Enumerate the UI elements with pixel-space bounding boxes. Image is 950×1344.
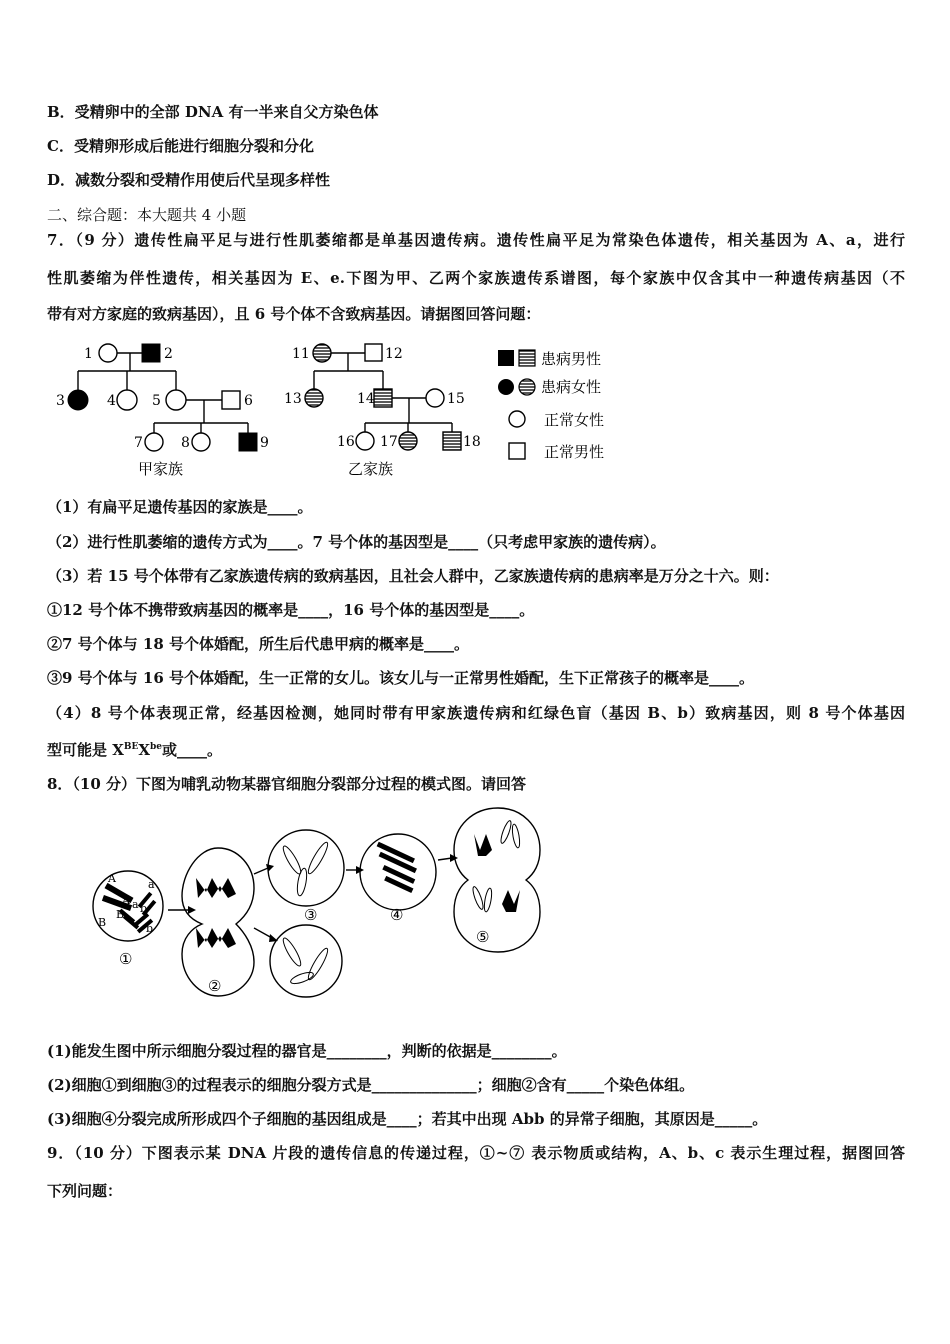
- id-label: 5: [152, 393, 161, 409]
- id-label: 2: [164, 346, 173, 362]
- q7-p3-2: ②7 号个体与 18 号个体婚配，所生后代患甲病的概率是____。: [47, 635, 469, 653]
- q9-line2: 下列问题：: [47, 1182, 123, 1200]
- q8-line1: 8．（10 分）下图为哺乳动物某器官细胞分裂部分过程的模式图。请回答: [47, 775, 527, 793]
- q9-line1: 9．（10 分）下图表示某 DNA 片段的遗传信息的传递过程，①~⑦ 表示物质或结构，A、b、c 表示生理过程，据图回答: [47, 1144, 905, 1162]
- q8-p2: (2)细胞①到细胞③的过程表示的细胞分裂方式是______________；细胞②含有_____个染色体组。: [47, 1076, 695, 1094]
- individual-7: [145, 433, 163, 451]
- chromosome-label: A: [108, 872, 116, 885]
- id-label: 18: [463, 434, 481, 450]
- individual-9: [239, 433, 257, 451]
- id-label: 17: [380, 434, 398, 450]
- individual-2: [142, 344, 160, 362]
- q7-p4-line2: 型可能是 $X^{BE}X^{be}$或____。: [47, 741, 223, 759]
- individual-13: [305, 389, 323, 407]
- legend-affected-female: 患病女性: [541, 378, 602, 396]
- legend-normal-female: 正常女性: [544, 411, 605, 429]
- q7-line2: 性肌萎缩为伴性遗传，相关基因为 E、e.下图为甲、乙两个家族遗传系谱图，每个家族中仅含其中一种遗传病基因（不: [47, 269, 905, 287]
- id-label: 11: [292, 346, 310, 362]
- id-label: 14: [357, 391, 375, 407]
- id-label: 12: [385, 346, 403, 362]
- id-label: 8: [181, 435, 190, 451]
- cell-label-1: ①: [119, 950, 133, 968]
- cell-label-4: ④: [390, 906, 404, 924]
- id-label: 7: [134, 435, 143, 451]
- chromosome-label: B: [98, 916, 107, 929]
- q7-p3-1: ①12 号个体不携带致病基因的概率是____，16 号个体的基因型是____。: [47, 601, 535, 619]
- individual-3: [68, 390, 88, 410]
- individual-17: [399, 432, 417, 450]
- individual-15: [426, 389, 444, 407]
- cell-label-3: ③: [304, 906, 318, 924]
- individual-1: [99, 344, 117, 362]
- individual-18: [443, 432, 461, 450]
- chromosome-label: b: [140, 902, 148, 915]
- cell-division-figure: [88, 800, 548, 1002]
- cell-label-2: ②: [208, 977, 222, 995]
- chromosome-label: A: [122, 894, 130, 907]
- individual-11: [313, 344, 331, 362]
- id-label: 3: [56, 393, 65, 409]
- legend-normal-male: 正常男性: [544, 443, 605, 461]
- id-label: 1: [84, 346, 93, 362]
- q7-p2: （2）进行性肌萎缩的遗传方式为____。7 号个体的基因型是____（只考虑甲家族的遗传病）。: [47, 533, 666, 551]
- family-a-label: 甲家族: [138, 460, 184, 478]
- cell-label-5: ⑤: [476, 928, 490, 946]
- q7-p4-line1: （4）8 号个体表现正常，经基因检测，她同时带有甲家族遗传病和红绿色盲（基因 B、b）致病基因，则 8 号个体基因: [47, 704, 905, 722]
- q7-line1: 7．（9 分）遗传性扁平足与进行性肌萎缩都是单基因遗传病。遗传性扁平足为常染色体遗传，相关基因为 A、a，进行: [47, 231, 905, 249]
- id-label: 13: [284, 391, 302, 407]
- q8-p1: (1)能发生图中所示细胞分裂过程的器官是________，判断的依据是________。: [47, 1042, 567, 1060]
- individual-6: [222, 391, 240, 409]
- chromosome-label: B: [116, 908, 125, 921]
- q7-p3: （3）若 15 号个体带有乙家族遗传病的致病基因，且社会人群中，乙家族遗传病的患病率是万分之十六。则：: [47, 567, 779, 585]
- q7-p3-3: ③9 号个体与 16 号个体婚配，生一正常的女儿。该女儿与一正常男性婚配，生下正常孩子的概率是____。: [47, 669, 754, 687]
- id-label: 9: [260, 435, 269, 451]
- section-heading: 二、综合题：本大题共 4 小题: [47, 206, 247, 224]
- q7-line3: 带有对方家庭的致病基因），且 6 号个体不含致病基因。请据图回答问题：: [47, 305, 541, 323]
- q8-p3: (3)细胞④分裂完成所形成四个子细胞的基因组成是____；若其中出现 Abb 的异常子细胞，其原因是_____。: [47, 1110, 768, 1128]
- id-label: 6: [244, 393, 253, 409]
- pedigree-figure: [52, 338, 612, 483]
- individual-16: [356, 432, 374, 450]
- option-b: B．受精卵中的全部 DNA 有一半来自父方染色体: [47, 103, 379, 121]
- option-c: C．受精卵形成后能进行细胞分裂和分化: [47, 137, 314, 155]
- chromosome-label: b: [146, 922, 154, 935]
- family-b-label: 乙家族: [348, 460, 394, 478]
- individual-5: [166, 390, 186, 410]
- chromosome-label: a: [148, 878, 155, 891]
- individual-12: [365, 344, 382, 361]
- q7-p1: （1）有扁平足遗传基因的家族是____。: [47, 498, 313, 516]
- option-d: D．减数分裂和受精作用使后代呈现多样性: [47, 171, 331, 189]
- id-label: 15: [447, 391, 465, 407]
- legend-affected-male: 患病男性: [541, 350, 602, 368]
- id-label: 16: [337, 434, 355, 450]
- chromosome-label: a: [132, 898, 139, 911]
- id-label: 4: [107, 393, 116, 409]
- individual-14: [374, 389, 392, 407]
- individual-8: [192, 433, 210, 451]
- individual-4: [117, 390, 137, 410]
